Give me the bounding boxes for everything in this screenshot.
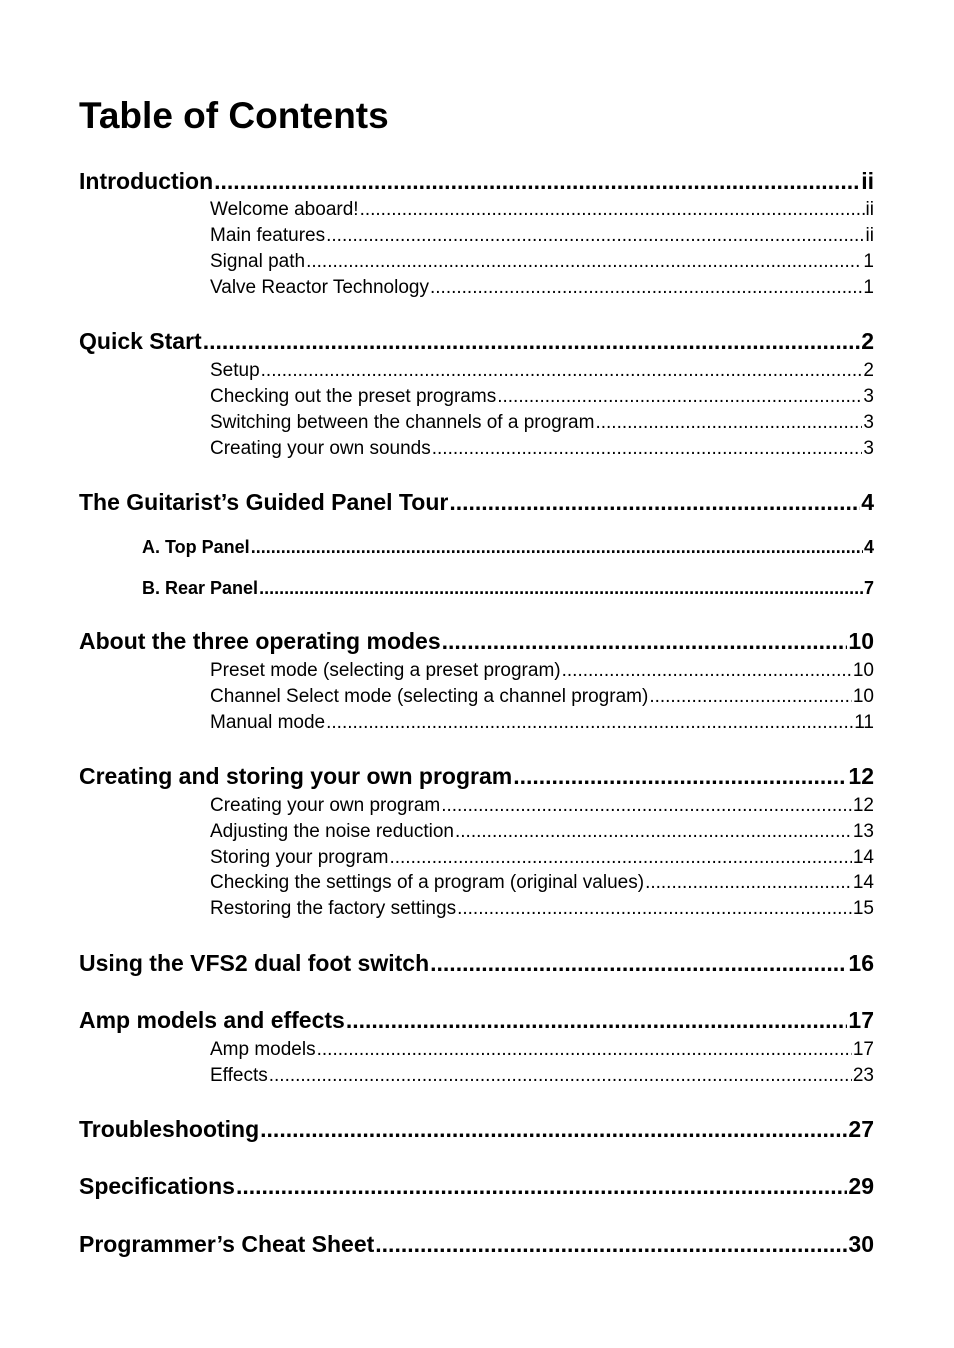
toc-section-foot-switch[interactable]	[79, 948, 874, 978]
toc-item-title: Checking the settings of a program (original values)	[210, 872, 645, 893]
toc-section-title: Creating and storing your own program	[79, 763, 513, 789]
toc-item-title: Creating your own program	[210, 795, 441, 816]
toc-item-title: Main features	[210, 225, 326, 246]
toc-page-number: 29	[848, 1173, 874, 1199]
toc-section-operating-modes[interactable]	[79, 626, 874, 656]
toc-item-title: Effects	[210, 1065, 268, 1086]
dot-leader	[326, 224, 864, 248]
toc-item[interactable]	[210, 276, 874, 300]
dot-leader	[269, 1064, 852, 1088]
toc-item-title: A. Top Panel	[142, 537, 250, 557]
dot-leader	[389, 846, 851, 870]
toc-subsection[interactable]	[142, 535, 874, 559]
toc-page-number: 4	[861, 489, 874, 515]
toc-item-title: Valve Reactor Technology	[210, 277, 429, 298]
toc-page-number: 15	[852, 898, 874, 919]
toc-page-number: 1	[863, 251, 874, 272]
dot-leader	[214, 166, 860, 196]
toc-page-number: 4	[863, 537, 874, 557]
toc-page-number: 17	[852, 1039, 874, 1060]
toc-section-own-program[interactable]	[79, 761, 874, 791]
toc-item-title: B. Rear Panel	[142, 578, 259, 598]
toc-section-title: Using the VFS2 dual foot switch	[79, 950, 430, 976]
toc-item-title: Channel Select mode (selecting a channel program)	[210, 686, 649, 707]
dot-leader	[442, 626, 848, 656]
dot-leader	[430, 276, 862, 300]
toc-section-introduction[interactable]	[79, 166, 874, 196]
toc-page-number: 13	[852, 821, 874, 842]
toc-page-number: ii	[865, 199, 874, 220]
toc-page-number: 16	[848, 950, 874, 976]
toc-section-title: The Guitarist’s Guided Panel Tour	[79, 489, 449, 515]
toc-section-quick-start[interactable]	[79, 326, 874, 356]
toc-page-number: 7	[863, 578, 874, 598]
toc-item[interactable]	[210, 711, 874, 735]
toc-item[interactable]	[210, 897, 874, 921]
page-title: Table of Contents	[79, 95, 389, 136]
toc-item[interactable]	[210, 198, 874, 222]
toc-page-number: 14	[852, 872, 874, 893]
toc-item-title: Manual mode	[210, 712, 326, 733]
dot-leader	[346, 1005, 848, 1035]
toc-section-title: Specifications	[79, 1173, 235, 1199]
toc-item-title: Preset mode (selecting a preset program)	[210, 660, 561, 681]
toc-page-number: 11	[854, 712, 874, 733]
dot-leader	[326, 711, 853, 735]
toc-page-number: 23	[852, 1065, 874, 1086]
toc-section-amp-models[interactable]	[79, 1005, 874, 1035]
dot-leader	[259, 576, 863, 600]
toc-item[interactable]	[210, 659, 874, 683]
toc-item[interactable]	[210, 250, 874, 274]
toc-item-title: Amp models	[210, 1039, 316, 1060]
dot-leader	[449, 487, 860, 517]
dot-leader	[649, 685, 852, 709]
toc-item-title: Switching between the channels of a program	[210, 412, 595, 433]
toc-section-troubleshooting[interactable]	[79, 1114, 874, 1144]
dot-leader	[455, 820, 852, 844]
toc-page-number: 10	[848, 628, 874, 654]
toc-page-number: ii	[865, 225, 874, 246]
toc-page-number: 1	[863, 277, 874, 298]
dot-leader	[375, 1229, 847, 1259]
toc-item[interactable]	[210, 1064, 874, 1088]
toc-item[interactable]	[210, 224, 874, 248]
toc-page-number: 30	[848, 1231, 874, 1257]
dot-leader	[360, 198, 865, 222]
toc-item[interactable]	[210, 1038, 874, 1062]
toc-page-number: 27	[848, 1116, 874, 1142]
dot-leader	[595, 411, 862, 435]
toc-section-title: Quick Start	[79, 328, 202, 354]
toc-section-specifications[interactable]	[79, 1171, 874, 1201]
toc-page-number: 12	[852, 795, 874, 816]
toc-item-title: Creating your own sounds	[210, 438, 431, 459]
toc-item[interactable]	[210, 359, 874, 383]
toc-page-number: 3	[863, 438, 874, 459]
toc-page-number: 2	[861, 328, 874, 354]
dot-leader	[441, 794, 852, 818]
dot-leader	[251, 535, 863, 559]
dot-leader	[260, 1114, 847, 1144]
dot-leader	[513, 761, 847, 791]
dot-leader	[457, 897, 852, 921]
toc-item-title: Setup	[210, 360, 260, 381]
toc-page-number: 12	[848, 763, 874, 789]
dot-leader	[430, 948, 847, 978]
toc-section-title: Troubleshooting	[79, 1116, 260, 1142]
toc-page-number: 14	[852, 847, 874, 868]
dot-leader	[203, 326, 860, 356]
toc-page-number: 10	[852, 686, 874, 707]
toc-page-number: 3	[863, 412, 874, 433]
toc-page-number: 2	[863, 360, 874, 381]
toc-item-title: Welcome aboard!	[210, 199, 359, 220]
toc-item[interactable]	[210, 437, 874, 461]
dot-leader	[317, 1038, 852, 1062]
toc-subsection[interactable]	[142, 576, 874, 600]
toc-item[interactable]	[210, 794, 874, 818]
toc-section-title: Amp models and effects	[79, 1007, 345, 1033]
toc-page-number: 17	[848, 1007, 874, 1033]
toc-item-title: Restoring the factory settings	[210, 898, 457, 919]
toc-item-title: Checking out the preset programs	[210, 386, 497, 407]
toc-item[interactable]	[210, 385, 874, 409]
toc-item-title: Signal path	[210, 251, 306, 272]
toc-item-title: Adjusting the noise reduction	[210, 821, 454, 842]
toc-item[interactable]	[210, 846, 874, 870]
dot-leader	[236, 1171, 847, 1201]
toc-section-title: About the three operating modes	[79, 628, 441, 654]
dot-leader	[497, 385, 862, 409]
dot-leader	[261, 359, 863, 383]
toc-page-number: ii	[861, 168, 874, 194]
dot-leader	[306, 250, 862, 274]
toc-section-title: Programmer’s Cheat Sheet	[79, 1231, 375, 1257]
toc-section-cheat-sheet[interactable]	[79, 1229, 874, 1259]
toc-page-number: 3	[863, 386, 874, 407]
toc-item[interactable]	[210, 685, 874, 709]
toc-page-number: 10	[852, 660, 874, 681]
toc-item[interactable]	[210, 871, 874, 895]
toc-section-panel-tour[interactable]	[79, 487, 874, 517]
dot-leader	[432, 437, 863, 461]
toc-section-title: Introduction	[79, 168, 214, 194]
toc-item[interactable]	[210, 820, 874, 844]
dot-leader	[562, 659, 852, 683]
dot-leader	[645, 871, 852, 895]
toc-item[interactable]	[210, 411, 874, 435]
toc-item-title: Storing your program	[210, 847, 389, 868]
